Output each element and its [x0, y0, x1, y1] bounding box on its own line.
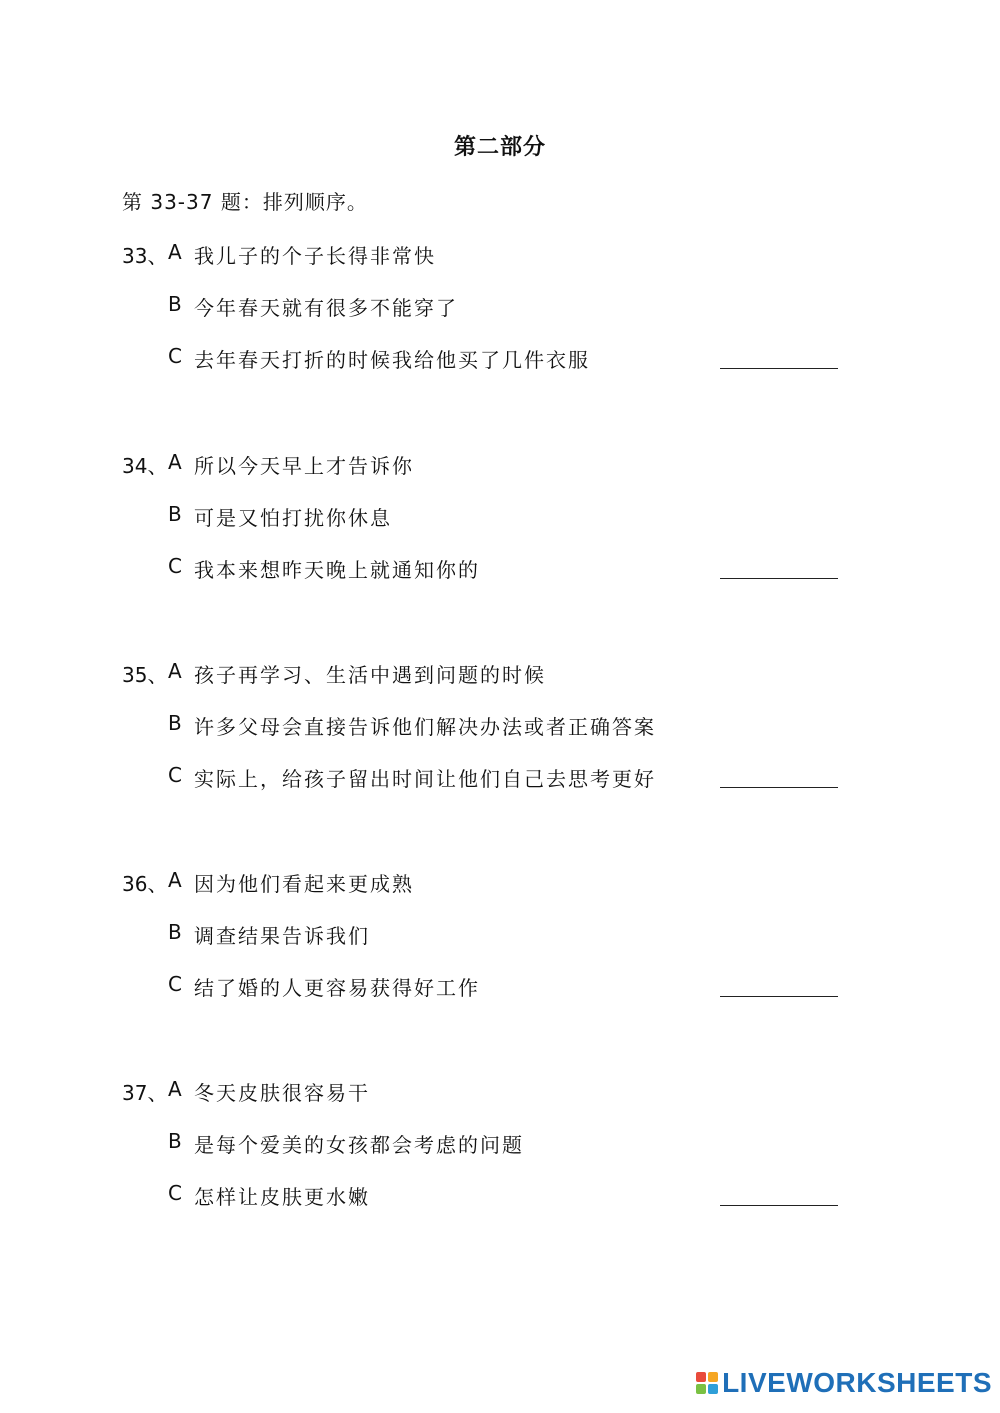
option-letter-c: C [168, 1181, 182, 1205]
option-text-a: 因为他们看起来更成熟 [194, 872, 414, 896]
liveworksheets-logo[interactable] [696, 1363, 992, 1403]
logo-tile-blue [708, 1384, 718, 1394]
logo-text: LIVEWORKSHEETS [722, 1367, 992, 1398]
option-text-b: 今年春天就有很多不能穿了 [194, 296, 458, 320]
option-text-c: 结了婚的人更容易获得好工作 [194, 976, 480, 1000]
option-letter-c: C [168, 763, 182, 787]
question-number: 35、 [122, 663, 168, 687]
option-text-b: 可是又怕打扰你休息 [194, 506, 392, 530]
option-letter-a: A [168, 659, 182, 683]
logo-tile-orange [708, 1372, 718, 1382]
question-number: 33、 [122, 244, 168, 268]
option-text-c: 我本来想昨天晚上就通知你的 [194, 558, 480, 582]
liveworksheets-logo-icon [696, 1372, 718, 1394]
option-letter-a: A [168, 1077, 182, 1101]
option-letter-a: A [168, 868, 182, 892]
option-letter-b: B [168, 711, 182, 735]
option-letter-a: A [168, 240, 182, 264]
answer-input-35[interactable] [720, 765, 838, 788]
logo-tile-green [696, 1384, 706, 1394]
option-letter-c: C [168, 972, 182, 996]
question-number: 34、 [122, 454, 168, 478]
answer-input-33[interactable] [720, 346, 838, 369]
option-letter-b: B [168, 502, 182, 526]
option-letter-c: C [168, 344, 182, 368]
instruction-text: 第 33-37 题：排列顺序。 [122, 190, 368, 214]
answer-input-36[interactable] [720, 974, 838, 997]
option-letter-b: B [168, 920, 182, 944]
option-text-a: 所以今天早上才告诉你 [194, 454, 414, 478]
question-37 [0, 1077, 1000, 1247]
option-text-c: 怎样让皮肤更水嫩 [194, 1185, 370, 1209]
section-title: 第二部分 [453, 135, 546, 160]
option-text-b: 是每个爱美的女孩都会考虑的问题 [194, 1133, 524, 1157]
option-text-c: 去年春天打折的时候我给他买了几件衣服 [194, 348, 590, 372]
option-letter-c: C [168, 554, 182, 578]
question-number: 37、 [122, 1081, 168, 1105]
option-letter-b: B [168, 292, 182, 316]
question-34 [0, 450, 1000, 620]
question-number: 36、 [122, 872, 168, 896]
option-letter-b: B [168, 1129, 182, 1153]
question-36 [0, 868, 1000, 1038]
answer-input-34[interactable] [720, 556, 838, 579]
option-text-a: 冬天皮肤很容易干 [194, 1081, 370, 1105]
logo-tile-red [696, 1372, 706, 1382]
option-text-b: 许多父母会直接告诉他们解决办法或者正确答案 [194, 715, 656, 739]
option-text-c: 实际上，给孩子留出时间让他们自己去思考更好 [194, 767, 656, 791]
option-text-b: 调查结果告诉我们 [194, 924, 370, 948]
option-text-a: 我儿子的个子长得非常快 [194, 244, 436, 268]
answer-input-37[interactable] [720, 1183, 838, 1206]
option-text-a: 孩子再学习、生活中遇到问题的时候 [194, 663, 546, 687]
question-35 [0, 659, 1000, 829]
question-33 [0, 240, 1000, 410]
option-letter-a: A [168, 450, 182, 474]
